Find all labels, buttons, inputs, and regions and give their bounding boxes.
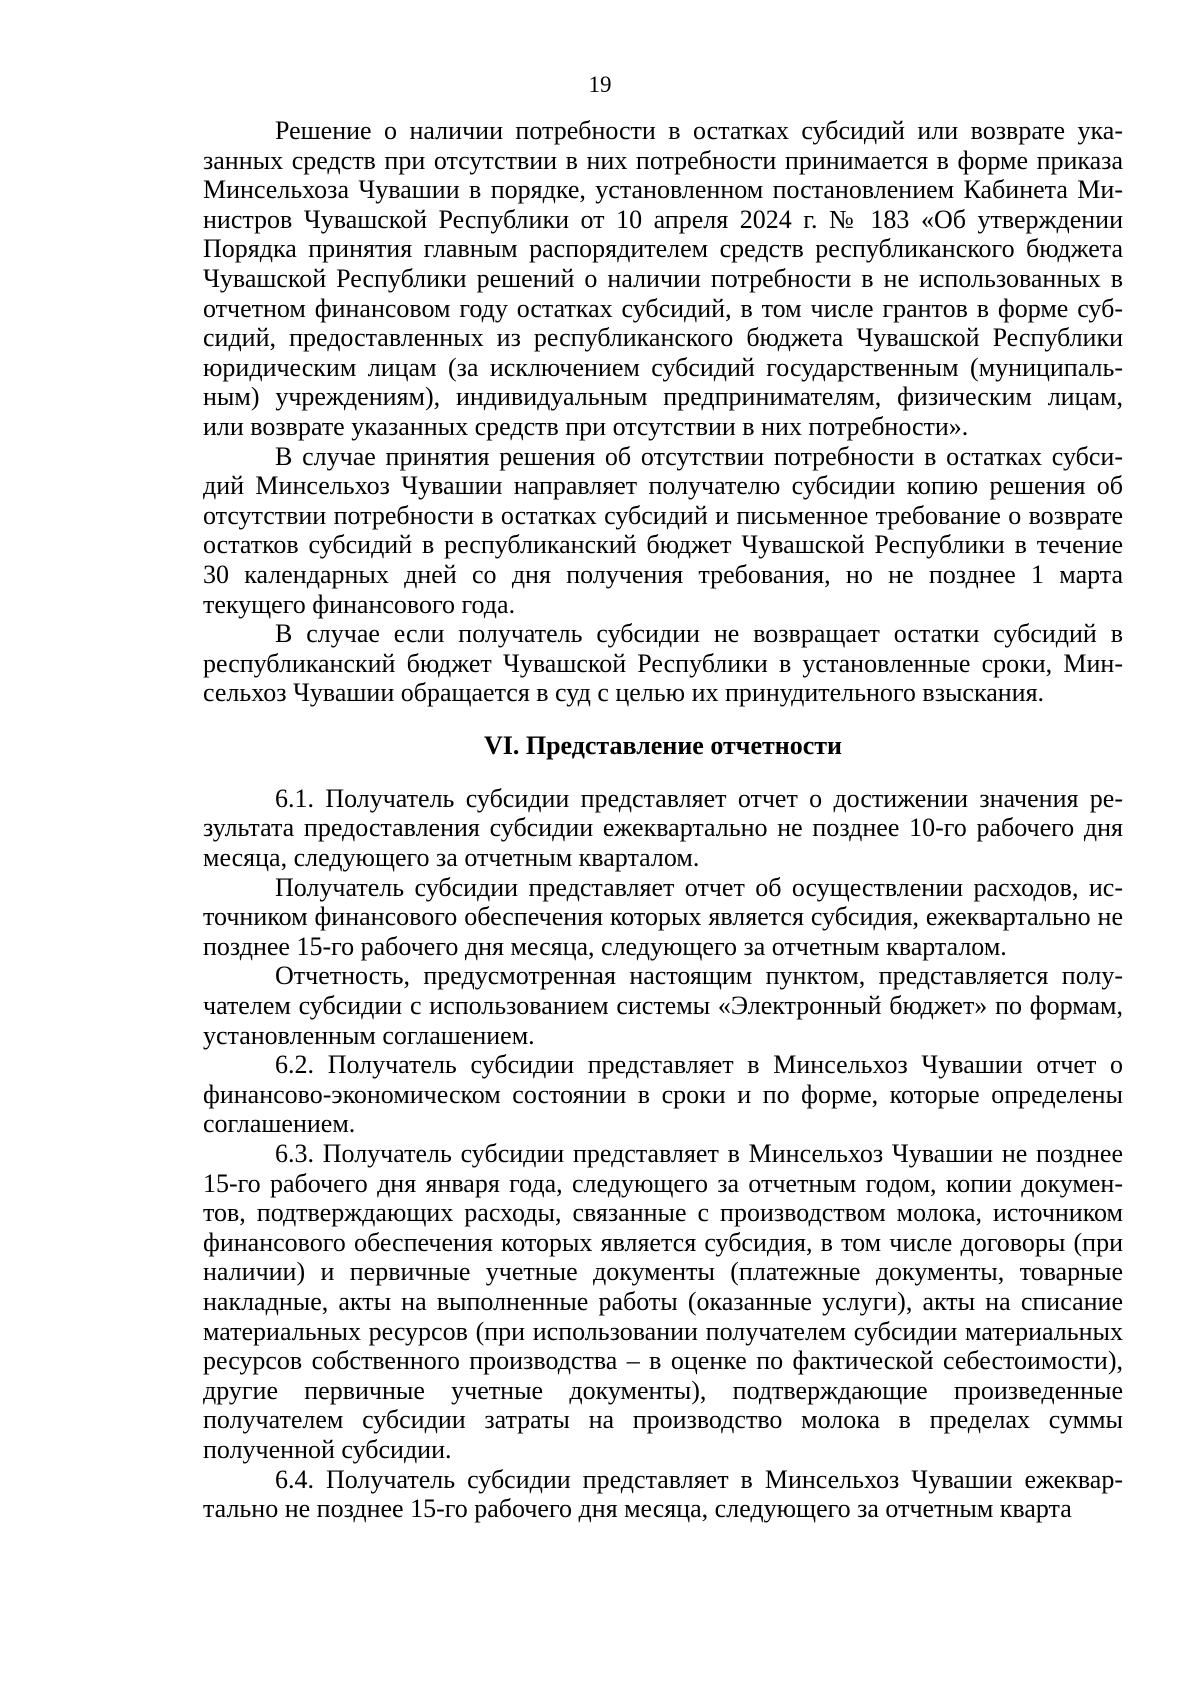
paragraph-court-recovery: В случае если получатель субсидии не возвращает остатки субсидий в республиканский бюджет Чувашской Республики в установленные сроки, Минсельхоз Чувашии обращается в суд с целью их принудительного взыскания.	[203, 619, 1123, 708]
paragraph-no-need-decision: В случае принятия решения об отсутствии потребности в остатках субсидий Минсельхоз Чувашии направляет получателю субсидии копию решения об отсутствии потребности в остатках субсидий и письменное требование о возврате остатков субсидий в республиканский бюджет Чувашской Республики в течение 30 календарных дней со дня получения требования, но не позднее 1 марта текущего финансового года.	[203, 441, 1123, 619]
paragraph-6-3: 6.3. Получатель субсидии представляет в Минсельхоз Чувашии не позднее 15-го рабочего дня января года, следующего за отчетным годом, копии документов, подтверждающих расходы, связанные с производством молока, источником финансового обеспечения которых является субсидия, в том числе договоры (при наличии) и первичные учетные документы (платежные документы, товарные накладные, акты на выполненные работы (оказанные услуги), акты на списание материальных ресурсов (при использовании получателем субсидии материальных ресурсов собственного производства – в оценке по фактической себестоимости), другие первичные учетные документы), подтверждающие произведенные получателем субсидии затраты на производство молока в пределах суммы полученной субсидии.	[203, 1139, 1123, 1464]
section-heading: VI. Представление отчетности	[483, 730, 843, 760]
paragraph-needs-decision: Решение о наличии потребности в остатках субсидий или возврате указанных средств при отсутствии в них потребности принимается в форме приказа Минсельхоза Чувашии в порядке, установленном постановлением Кабинета Министров Чувашской Республики от 10 апреля 2024 г. № 183 «Об утверждении Порядка принятия главным распорядителем средств республиканского бюджета Чувашской Республики решений о наличии потребности в не использованных в отчетном финансовом году остатках субсидий, в том числе грантов в форме субсидий, предоставленных из республиканского бюджета Чувашской Республики юридическим лицам (за исключением субсидий государственным (муниципальным) учреждениям), индивидуальным предпринимателям, физическим лицам, или возврате указанных средств при отсутствии в них потребности».	[203, 116, 1123, 441]
paragraph-6-1: 6.1. Получатель субсидии представляет отчет о достижении значения результата предоставления субсидии ежеквартально не позднее 10-го рабочего дня месяца, следующего за отчетным кварталом.	[203, 783, 1123, 873]
page-number: 19	[588, 72, 612, 97]
paragraph-6-1-reporting-system: Отчетность, предусмотренная настоящим пунктом, представляется получателем субсидии с использованием системы «Электронный бюджет» по формам, установленным соглашением.	[203, 961, 1123, 1050]
paragraph-6-1-expenses: Получатель субсидии представляет отчет об осуществлении расходов, источником финансового обеспечения которых является субсидия, ежеквартально не позднее 15-го рабочего дня месяца, следующего за отчетным кварталом.	[203, 872, 1123, 961]
paragraph-6-2: 6.2. Получатель субсидии представляет в Минсельхоз Чувашии отчет о финансово-экономическом состоянии в сроки и по форме, которые определены соглашением.	[203, 1050, 1123, 1139]
document-body	[203, 116, 1123, 1524]
paragraph-6-4: 6.4. Получатель субсидии представляет в Минсельхоз Чувашии ежеквартально не позднее 15-го рабочего дня месяца, следующего за отчетным кварта	[203, 1464, 1123, 1524]
